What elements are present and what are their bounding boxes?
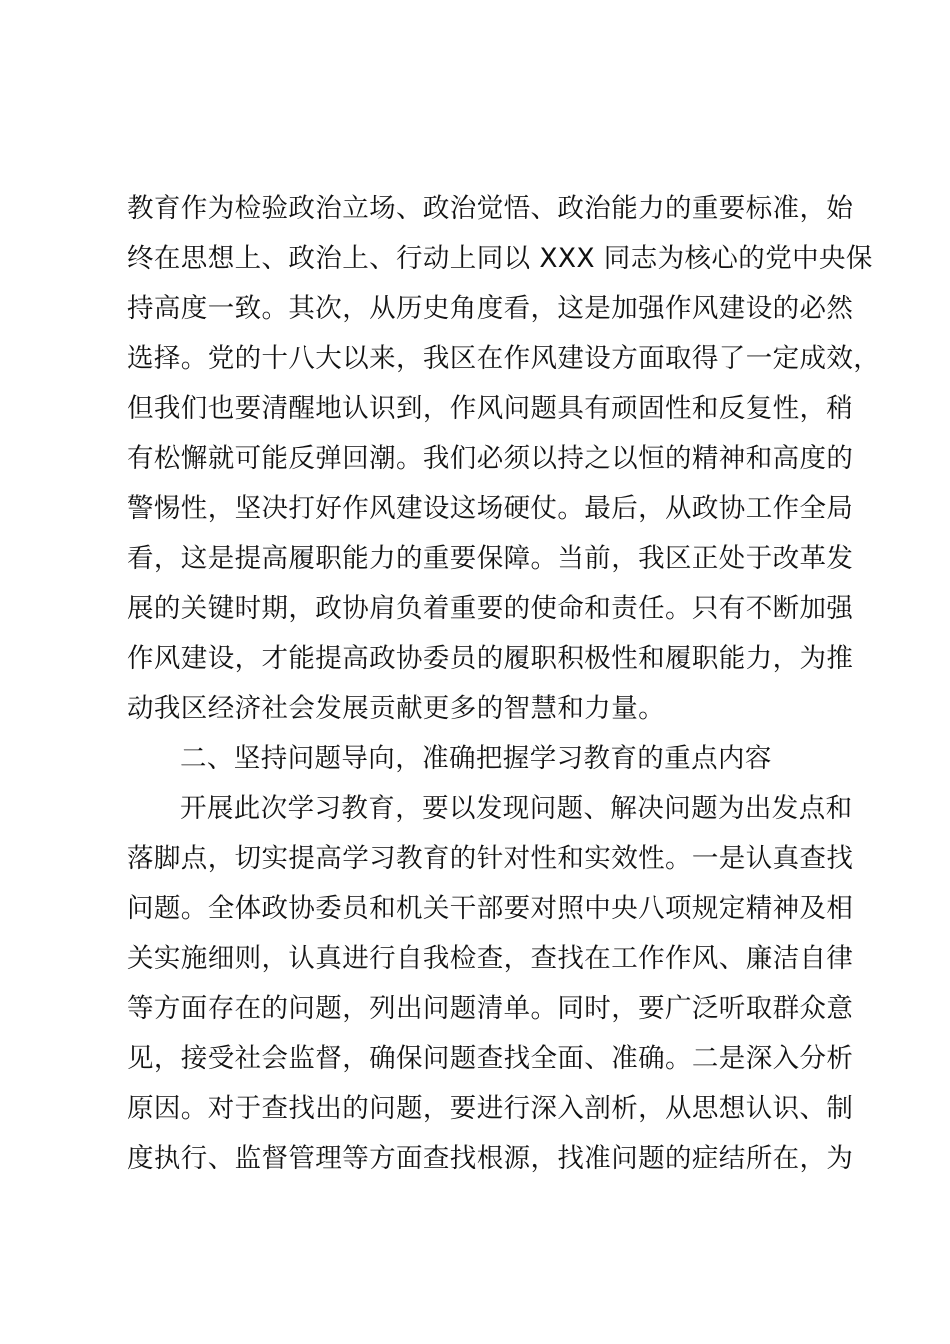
- body-text-line: 展的关键时期，政协肩负着重要的使命和责任。只有不断加强: [127, 593, 854, 624]
- body-text-line: 作风建设，才能提高政协委员的履职积极性和履职能力，为推: [127, 643, 854, 674]
- body-text-line: 有松懈就可能反弹回潮。我们必须以持之以恒的精神和高度的: [127, 443, 854, 474]
- section-heading: 二、坚持问题导向，准确把握学习教育的重点内容: [180, 743, 772, 774]
- body-text-line: 落脚点，切实提高学习教育的针对性和实效性。一是认真查找: [127, 843, 854, 874]
- body-text-line: 原因。对于查找出的问题，要进行深入剖析，从思想认识、制: [127, 1093, 854, 1124]
- body-text-line: 关实施细则，认真进行自我检查，查找在工作作风、廉洁自律: [127, 943, 854, 974]
- body-text-line: 终在思想上、政治上、行动上同以 XXX 同志为核心的党中央保: [127, 243, 873, 274]
- body-text-line: 警惕性，坚决打好作风建设这场硬仗。最后，从政协工作全局: [127, 493, 854, 524]
- body-text-line: 见，接受社会监督，确保问题查找全面、准确。二是深入分析: [127, 1043, 854, 1074]
- body-text-line: 选择。党的十八大以来，我区在作风建设方面取得了一定成效，: [127, 343, 881, 374]
- body-text-line: 开展此次学习教育，要以发现问题、解决问题为出发点和: [180, 793, 853, 824]
- body-text-line: 教育作为检验政治立场、政治觉悟、政治能力的重要标准，始: [127, 193, 854, 224]
- body-text-line: 度执行、监督管理等方面查找根源，找准问题的症结所在，为: [127, 1143, 854, 1174]
- body-text-line: 但我们也要清醒地认识到，作风问题具有顽固性和反复性，稍: [127, 393, 854, 424]
- body-text-line: 动我区经济社会发展贡献更多的智慧和力量。: [127, 693, 665, 724]
- body-text-line: 持高度一致。其次，从历史角度看，这是加强作风建设的必然: [127, 293, 854, 324]
- body-text-line: 看，这是提高履职能力的重要保障。当前，我区正处于改革发: [127, 543, 854, 574]
- body-text-line: 等方面存在的问题，列出问题清单。同时，要广泛听取群众意: [127, 993, 854, 1024]
- body-text-line: 问题。全体政协委员和机关干部要对照中央八项规定精神及相: [127, 893, 854, 924]
